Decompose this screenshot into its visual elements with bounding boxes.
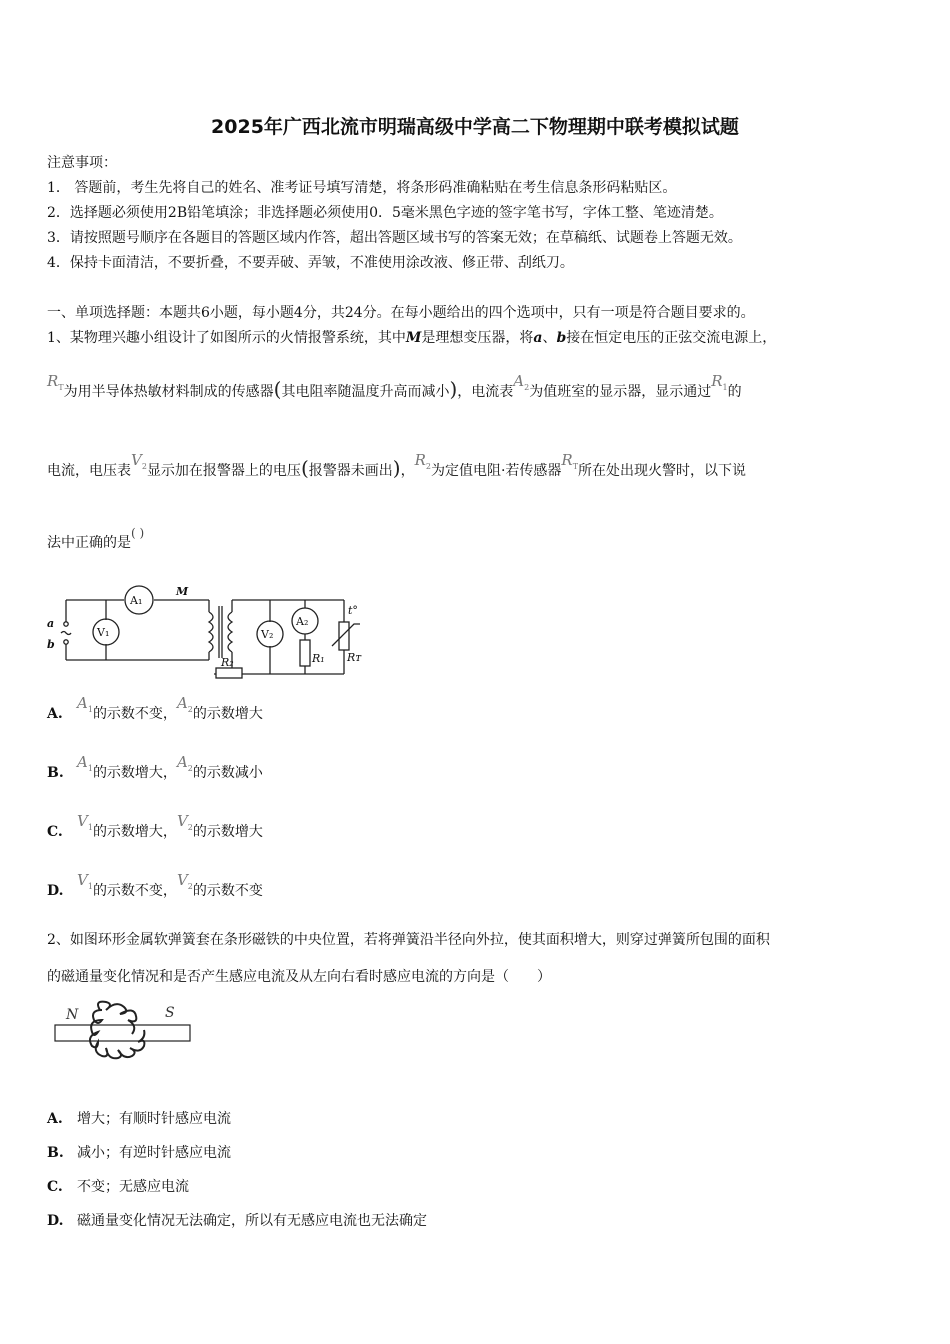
q1-option-a[interactable]: $A.A_1$的示数不变，$A_2$的示数增大 (47, 694, 263, 722)
circuit-label-r1: R₁ (312, 652, 325, 665)
notice-heading: 注意事项： (47, 155, 117, 171)
q1-option-d[interactable]: $D.V_1$的示数不变，$V_2$的示数不变 (47, 871, 263, 899)
q1-line-2: $R_T$为用半导体热敏材料制成的传感器(其电阻率随温度升高而减小)，电流表$A_2$为值班室的显示器，显示通过$R_1$的 (47, 372, 742, 401)
q1-line-4: 法中正确的是( ) (47, 526, 145, 551)
circuit-label-rt: Rᴛ (347, 651, 362, 664)
q2-line-1: 2、如图环形金属软弹簧套在条形磁铁的中央位置，若将弹簧沿半径向外拉，使其面积增大，则穿过弹簧所包围的面积 (47, 932, 770, 948)
magnet-spring-diagram (50, 998, 200, 1073)
q2-option-c[interactable]: C. 不变；无感应电流 (47, 1179, 189, 1195)
circuit-label-a1: A₁ (130, 594, 143, 607)
section-heading: 一、单项选择题：本题共6小题，每小题4分，共24分。在每小题给出的四个选项中，只有一项是符合题目要求的。 (47, 305, 755, 321)
q1-option-c[interactable]: $C.V_1$的示数增大，$V_2$的示数增大 (47, 812, 263, 840)
q2-option-b[interactable]: B. 减小；有逆时针感应电流 (47, 1145, 231, 1161)
q1-line-3: 电流，电压表$V_2$显示加在报警器上的电压(报警器未画出)，$R_2$为定值电阻·若传感器$R_T$所在处出现火警时，以下说 (47, 451, 747, 480)
q2-option-d[interactable]: D. 磁通量变化情况无法确定，所以有无感应电流也无法确定 (47, 1213, 427, 1229)
circuit-label-v2: V₂ (261, 628, 274, 641)
q2-line-2: 的磁通量变化情况和是否产生感应电流及从左向右看时感应电流的方向是（ ） (47, 969, 551, 985)
circuit-label-v1: V₁ (97, 626, 110, 639)
magnet-south-label: S (165, 1005, 175, 1021)
notice-item-4: 4．保持卡面清洁，不要折叠，不要弄破、弄皱，不准使用涂改液、修正带、刮纸刀。 (47, 255, 574, 271)
notice-item-2: 2．选择题必须使用2B铅笔填涂；非选择题必须使用0．5毫米黑色字迹的签字笔书写，字体工整、笔迹清楚。 (47, 205, 723, 221)
notice-item-3: 3．请按照题号顺序在各题目的答题区域内作答，超出答题区域书写的答案无效；在草稿纸、试题卷上答题无效。 (47, 230, 742, 246)
notice-item-1: 1． 答题前，考生先将自己的姓名、准考证号填写清楚，将条形码准确粘贴在考生信息条形码粘贴区。 (47, 180, 677, 196)
q2-option-a[interactable]: A. 增大；有顺时针感应电流 (47, 1111, 231, 1127)
circuit-label-a: a (47, 617, 55, 630)
q1-option-b[interactable]: $B.A_1$的示数增大，$A_2$的示数减小 (47, 753, 263, 781)
circuit-label-r2: R₂ (221, 656, 234, 669)
circuit-label-m: M (176, 585, 189, 598)
q1-line-1: 1、某物理兴趣小组设计了如图所示的火情报警系统，其中M是理想变压器，将a、b接在恒定电压的正弦交流电源上， (47, 330, 777, 346)
circuit-label-b: b (47, 638, 55, 651)
circuit-label-t: t° (348, 604, 358, 617)
magnet-north-label: N (66, 1007, 79, 1023)
page-title: 2025年广西北流市明瑞高级中学高二下物理期中联考模拟试题 (211, 116, 739, 138)
circuit-diagram (44, 582, 370, 682)
circuit-label-a2: A₂ (296, 615, 309, 628)
